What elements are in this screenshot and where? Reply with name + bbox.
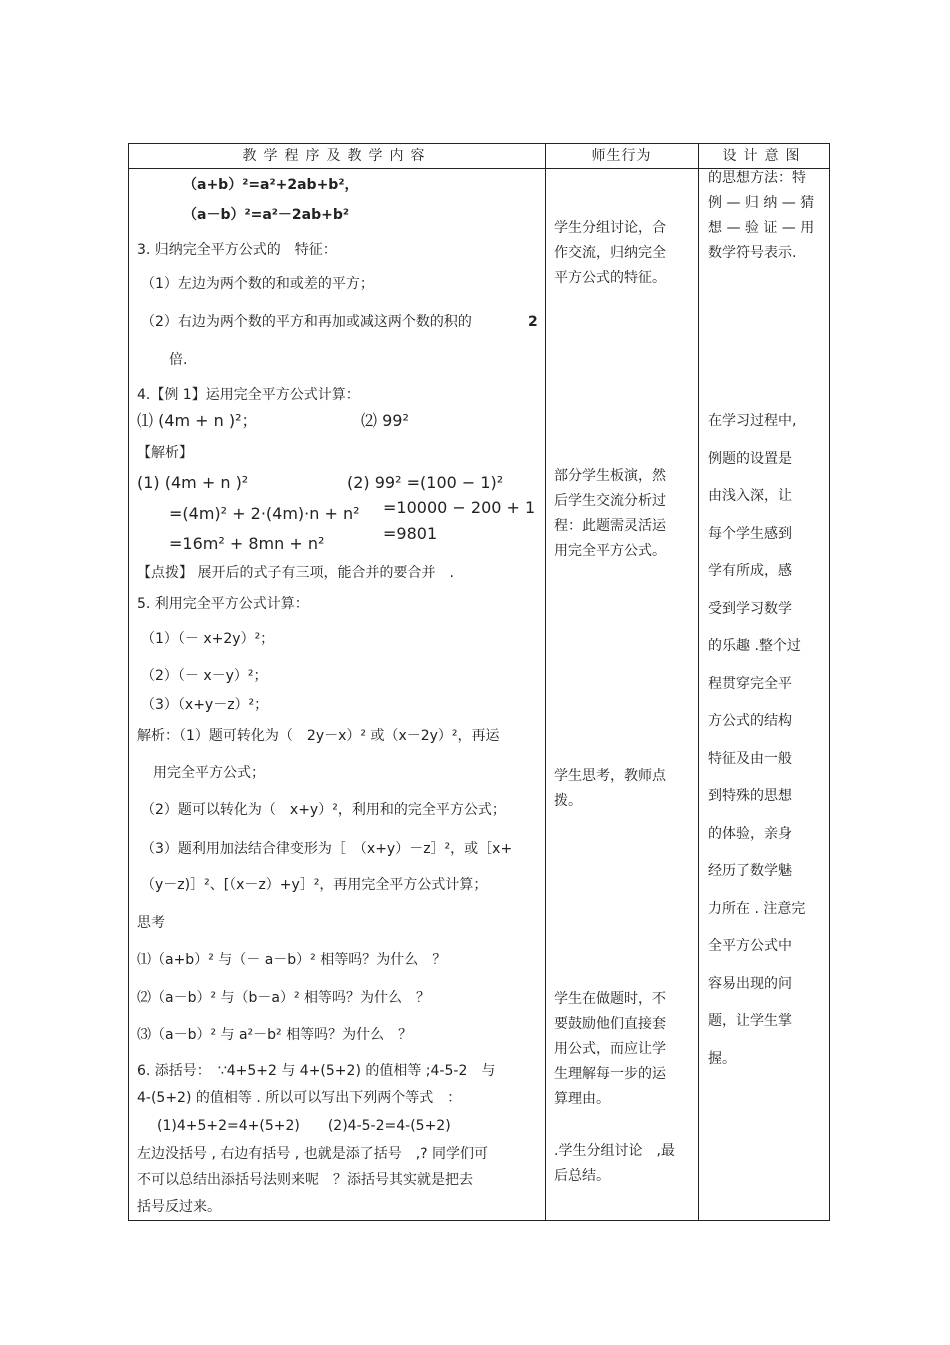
behavior-block-4 [554, 987, 666, 1112]
example-1-answer-2-line-3: =9801 [383, 524, 438, 543]
example-1-answer-1-line-1: (1) (4m + n )² [137, 473, 249, 492]
example-1-answer-2-line-2: =10000 − 200 + 1 [383, 498, 536, 517]
behavior-block-3 [554, 764, 666, 814]
section-6-line-6: 括号反过来。 [137, 1199, 221, 1215]
behavior-line: 生理解每一步的运 [554, 1066, 666, 1082]
header-content: 教学程序及教学内容 [242, 148, 432, 164]
lesson-table [128, 143, 830, 1221]
think-question-2: ⑵（a－b）² 与（b－a）² 相等吗？为什么 ？ [137, 990, 431, 1006]
intent-line: 经历了数学魅 [708, 863, 792, 879]
example-1-question-2: ⑵ 99² [361, 411, 409, 430]
section-6-line-1: 6. 添括号： ∵4+5+2 与 4+(5+2) 的值相等 ;4-5-2 与 [137, 1063, 496, 1079]
intent-line: 握。 [708, 1050, 736, 1067]
section-5-analysis-3: （3）题利用加法结合律变形为［ （x+y）－z］²，或［x+ [141, 841, 513, 857]
intent-line: 力所在 . 注意完 [708, 900, 806, 917]
think-question-1: ⑴（a+b）² 与（－ a－b）² 相等吗？为什么 ？ [137, 952, 447, 968]
behavior-line: 后学生交流分析过 [554, 493, 666, 509]
section-6-line-2: 4-(5+2) 的值相等 . 所以可以写出下列两个等式 ： [137, 1090, 462, 1106]
intent-line: 每个学生感到 [708, 525, 792, 542]
section-5-analysis-1-cont: 用完全平方公式； [153, 765, 265, 781]
intent-line: 全平方公式中 [708, 938, 792, 954]
behavior-block-2 [554, 464, 666, 564]
behavior-block-1 [554, 216, 666, 291]
behavior-line: 平方公式的特征。 [554, 270, 666, 286]
section-5-item-3: （3）（x+y－z）²； [141, 697, 269, 713]
behavior-line: 学生在做题时，不 [554, 991, 666, 1007]
intent-line: 例 — 归 纳 — 猜 [708, 195, 815, 211]
example-1-answer-2-line-1: (2) 99² =(100 − 1)² [347, 473, 504, 492]
intent-line: 例题的设置是 [708, 450, 792, 467]
section-3-title: 3. 归纳完全平方公式的 特征： [137, 242, 337, 258]
behavior-line: 要鼓励他们直接套 [554, 1016, 666, 1032]
section-5-analysis-1: 解析：（1）题可转化为（ 2y－x）² 或（x－2y）²，再运 [137, 728, 500, 744]
intent-line: 的体验，亲身 [708, 825, 792, 842]
section-6-line-3: (1)4+5+2=4+(5+2) (2)4-5-2=4-(5+2) [157, 1118, 451, 1134]
behavior-line: 算理由。 [554, 1091, 610, 1107]
section-3-item-2: （2）右边为两个数的平方和再加或减这两个数的积的 [141, 314, 472, 330]
formula-diff-square: （a－b）²=a²－2ab+b² [183, 207, 350, 223]
header-intent: 设计意图 [722, 148, 807, 164]
behavior-line: 学生思考，教师点 [554, 768, 666, 784]
behavior-line: 用完全平方公式。 [554, 543, 666, 559]
section-6-line-5: 不可以总结出添括号法则来呢 ？添括号其实就是把去 [137, 1172, 473, 1188]
section-6-line-4: 左边没括号 , 右边有括号 , 也就是添了括号 ,? 同学们可 [137, 1146, 489, 1162]
intent-line: 由浅入深，让 [708, 488, 792, 504]
intent-line: 程贯穿完全平 [708, 675, 792, 692]
section-3-item-2-number: 2 [528, 314, 538, 330]
intent-block-1 [708, 166, 814, 266]
section-5-item-1: （1）（－ x+2y）²； [141, 631, 275, 647]
intent-line: 方公式的结构 [708, 713, 792, 729]
section-5-analysis-3-cont: （y－z)］²、[（x－z）+y］²，再用完全平方公式计算； [141, 877, 488, 893]
intent-line: 的乐趣 .整个过 [708, 638, 801, 654]
section-5-analysis-2: （2）题可以转化为（ x+y）²，利用和的完全平方公式； [141, 802, 506, 818]
example-1-answer-1-line-2: =(4m)² + 2·(4m)·n + n² [169, 504, 360, 523]
behavior-line: .学生分组讨论 ,最 [554, 1143, 675, 1159]
intent-line: 题，让学生掌 [708, 1013, 792, 1029]
behavior-line: 部分学生板演，然 [554, 468, 666, 484]
intent-line: 到特殊的思想 [708, 788, 792, 804]
example-1-tip: 【点拨】 展开后的式子有三项，能合并的要合并 . [137, 565, 454, 581]
intent-block-2 [708, 403, 805, 1078]
behavior-block-5 [554, 1139, 675, 1189]
think-question-3: ⑶（a－b）² 与 a²－b² 相等吗？为什么 ？ [137, 1027, 413, 1043]
behavior-line: 后总结。 [554, 1168, 610, 1184]
header-behavior: 师生行为 [591, 148, 652, 164]
intent-line: 在学习过程中, [708, 413, 797, 429]
column-divider-2 [698, 144, 699, 1220]
example-1-answer-1-line-3: =16m² + 8mn + n² [169, 534, 325, 553]
intent-line: 容易出现的问 [708, 975, 792, 992]
section-5-title: 5. 利用完全平方公式计算： [137, 596, 309, 612]
intent-line: 想 — 验 证 — 用 [708, 220, 815, 236]
section-5-item-2: （2）（－ x－y）²； [141, 668, 268, 684]
behavior-line: 程：此题需灵活运 [554, 518, 666, 534]
example-1-title: 4.【例 1】运用完全平方公式计算： [137, 387, 360, 403]
section-3-item-2-cont: 倍. [169, 352, 188, 368]
intent-line: 特征及由一般 [708, 750, 792, 767]
behavior-line: 作交流，归纳完全 [554, 245, 666, 261]
intent-line: 受到学习数学 [708, 600, 792, 617]
example-1-question-1: ⑴ (4m + n )²； [137, 411, 258, 430]
intent-line: 数学符号表示. [708, 245, 797, 261]
behavior-line: 学生分组讨论，合 [554, 220, 666, 236]
behavior-line: 用公式，而应让学 [554, 1041, 666, 1057]
section-3-item-1: （1）左边为两个数的和或差的平方； [141, 276, 374, 292]
behavior-line: 拨。 [554, 793, 582, 809]
think-title: 思考 [137, 915, 165, 931]
intent-line: 的思想方法：特 [708, 170, 806, 186]
example-1-analysis-label: 【解析】 [137, 445, 193, 461]
formula-sum-square: （a+b）²=a²+2ab+b²， [183, 177, 359, 193]
intent-line: 学有所成，感 [708, 563, 792, 579]
column-divider-1 [545, 144, 546, 1220]
